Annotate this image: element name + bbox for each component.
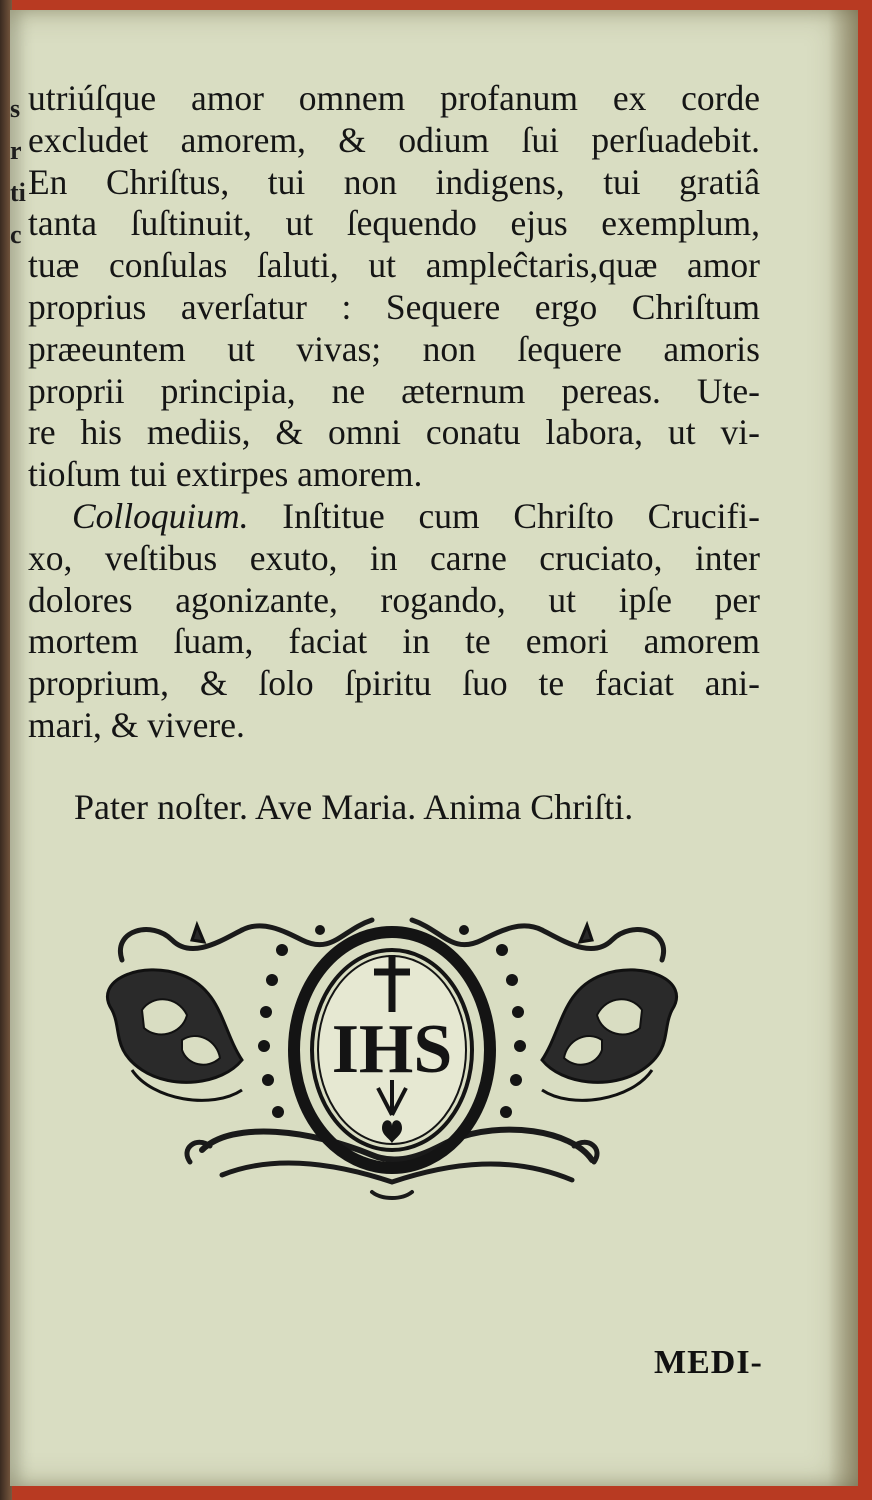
catchword: MEDI- xyxy=(654,1344,763,1381)
text-line: proprius averſatur : Sequere ergo Chriſtum xyxy=(28,286,760,327)
text-line: re his mediis, & omni conatu labora, ut vi- xyxy=(28,412,760,453)
colloquium-label: Colloquium. xyxy=(72,495,249,536)
gutter-letter: ti xyxy=(10,178,26,207)
gutter-letter: c xyxy=(10,220,22,249)
text-fragment: Inſtitue cum Chriſto Crucifi- xyxy=(248,495,760,536)
colloquium-line xyxy=(28,496,760,538)
text-line: mortem ſuam, faciat in te emori amorem xyxy=(28,621,760,662)
text-line: præeuntem ut vivas; non ſequere amoris xyxy=(28,328,760,369)
main-text xyxy=(28,78,760,747)
text-line: proprium, & ſolo ſpiritu ſuo te faciat ani- xyxy=(28,663,760,704)
ihs-ornament xyxy=(72,900,712,1200)
gutter-letter: s xyxy=(10,94,21,123)
text-line: dolores agonizante, rogando, ut ipſe per xyxy=(28,579,760,620)
text-line: tanta ſuſtinuit, ut ſequendo ejus exemplum, xyxy=(28,203,760,244)
text-line: mari, & vivere. xyxy=(28,704,245,745)
page-shadow xyxy=(828,10,858,1486)
prayer-line: Pater noſter. Ave Maria. Anima Chriſti. xyxy=(74,787,634,827)
book-page xyxy=(10,10,858,1486)
text-line: tioſum tui extirpes amorem. xyxy=(28,454,423,495)
text-line: utriúſque amor omnem profanum ex corde xyxy=(28,78,760,118)
text-line: proprii principia, ne æternum pereas. Ute- xyxy=(28,370,760,411)
text-line: xo, veſtibus exuto, in carne cruciato, inter xyxy=(28,537,760,578)
text-line: tuæ conſulas ſaluti, ut ampleĉtaris,quæ amor xyxy=(28,245,760,286)
gutter-letter: r xyxy=(10,136,22,165)
ihs-monogram: IHS xyxy=(331,1011,453,1088)
text-line: excludet amorem, & odium ſui perſuadebit. xyxy=(28,119,760,160)
gutter-letters xyxy=(10,88,24,256)
text-line: En Chriſtus, tui non indigens, tui gratiâ xyxy=(28,161,760,202)
